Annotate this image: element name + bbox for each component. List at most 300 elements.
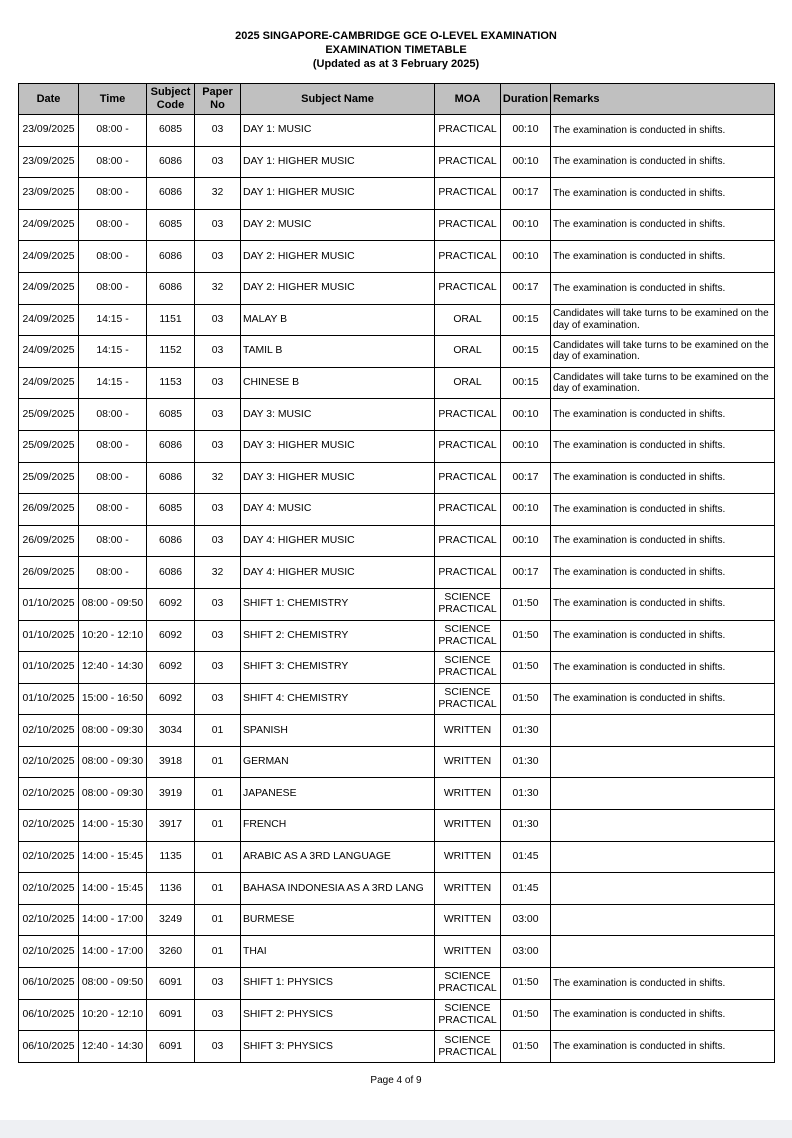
- document-title: 2025 SINGAPORE-CAMBRIDGE GCE O-LEVEL EXAMINATION: [235, 30, 557, 42]
- table-row: [19, 746, 775, 778]
- cell-moa: [435, 557, 501, 589]
- cell-subject-code: 6085: [147, 115, 195, 147]
- cell-subject-code: 3919: [147, 778, 195, 810]
- cell-subject-code: 6086: [147, 272, 195, 304]
- cell-subject-code: 6091: [147, 1031, 195, 1063]
- moa-line: PRACTICAL: [438, 698, 497, 710]
- moa-line: PRACTICAL: [438, 604, 497, 616]
- cell-duration: 03:00: [501, 936, 551, 968]
- table-row: [19, 209, 775, 241]
- cell-duration: 01:30: [501, 810, 551, 842]
- cell-duration: 00:10: [501, 115, 551, 147]
- cell-remarks: The examination is conducted in shifts.: [551, 652, 775, 684]
- table-row: [19, 115, 775, 147]
- cell-paper-no: 03: [195, 241, 241, 273]
- cell-paper-no: 01: [195, 873, 241, 905]
- cell-paper-no: 03: [195, 209, 241, 241]
- moa-line: WRITTEN: [443, 724, 492, 736]
- cell-subject-code: 1135: [147, 841, 195, 873]
- cell-subject-name: CHINESE B: [241, 367, 435, 399]
- cell-subject-name: DAY 1: HIGHER MUSIC: [241, 178, 435, 210]
- cell-paper-no: 32: [195, 557, 241, 589]
- table-row: [19, 841, 775, 873]
- cell-time: 08:00 - 09:50: [79, 588, 147, 620]
- cell-subject-name: THAI: [241, 936, 435, 968]
- cell-date: 24/09/2025: [19, 241, 79, 273]
- cell-date: 01/10/2025: [19, 588, 79, 620]
- cell-date: 01/10/2025: [19, 620, 79, 652]
- cell-remarks: [551, 841, 775, 873]
- cell-duration: 01:50: [501, 999, 551, 1031]
- cell-duration: 00:10: [501, 430, 551, 462]
- cell-moa: [435, 525, 501, 557]
- cell-paper-no: 01: [195, 936, 241, 968]
- cell-date: 25/09/2025: [19, 399, 79, 431]
- cell-date: 25/09/2025: [19, 430, 79, 462]
- col-header-paper-no-line1: Paper: [202, 86, 233, 98]
- col-header-subject-code-line1: Subject: [150, 86, 191, 98]
- moa-line: PRACTICAL: [438, 566, 497, 578]
- cell-date: 26/09/2025: [19, 525, 79, 557]
- cell-remarks: The examination is conducted in shifts.: [551, 146, 775, 178]
- moa-line: ORAL: [453, 345, 482, 357]
- cell-subject-code: 6086: [147, 146, 195, 178]
- cell-duration: 01:45: [501, 873, 551, 905]
- cell-remarks: Candidates will take turns to be examined on the day of examination.: [551, 367, 775, 399]
- cell-date: 24/09/2025: [19, 272, 79, 304]
- moa-line: PRACTICAL: [438, 535, 497, 547]
- col-header-duration: Duration: [501, 84, 551, 115]
- cell-paper-no: 03: [195, 968, 241, 1000]
- moa-line: WRITTEN: [443, 914, 492, 926]
- cell-remarks: The examination is conducted in shifts.: [551, 525, 775, 557]
- cell-duration: 01:30: [501, 715, 551, 747]
- cell-date: 02/10/2025: [19, 778, 79, 810]
- cell-moa: [435, 588, 501, 620]
- cell-remarks: The examination is conducted in shifts.: [551, 272, 775, 304]
- moa-line: WRITTEN: [443, 945, 492, 957]
- cell-moa: [435, 620, 501, 652]
- cell-subject-code: 6085: [147, 494, 195, 526]
- moa-line: SCIENCE: [444, 623, 491, 635]
- cell-moa: [435, 430, 501, 462]
- cell-time: 14:00 - 15:45: [79, 873, 147, 905]
- cell-date: 25/09/2025: [19, 462, 79, 494]
- cell-paper-no: 03: [195, 683, 241, 715]
- cell-subject-name: DAY 3: MUSIC: [241, 399, 435, 431]
- moa-line: PRACTICAL: [438, 635, 497, 647]
- cell-time: 08:00 -: [79, 399, 147, 431]
- cell-remarks: [551, 873, 775, 905]
- moa-line: WRITTEN: [443, 850, 492, 862]
- cell-subject-code: 3917: [147, 810, 195, 842]
- table-row: [19, 778, 775, 810]
- cell-remarks: Candidates will take turns to be examined on the day of examination.: [551, 304, 775, 336]
- table-row: [19, 588, 775, 620]
- cell-remarks: The examination is conducted in shifts.: [551, 430, 775, 462]
- cell-date: 26/09/2025: [19, 494, 79, 526]
- table-row: [19, 399, 775, 431]
- cell-moa: [435, 178, 501, 210]
- moa-line: SCIENCE: [444, 686, 491, 698]
- cell-duration: 00:17: [501, 272, 551, 304]
- cell-time: 14:00 - 17:00: [79, 904, 147, 936]
- table-row: [19, 462, 775, 494]
- moa-line: SCIENCE: [444, 971, 491, 983]
- cell-subject-code: 6086: [147, 241, 195, 273]
- moa-line: PRACTICAL: [438, 503, 497, 515]
- cell-moa: [435, 146, 501, 178]
- col-header-paper-no: [195, 84, 241, 115]
- cell-paper-no: 01: [195, 810, 241, 842]
- table-row: [19, 336, 775, 368]
- cell-time: 12:40 - 14:30: [79, 1031, 147, 1063]
- cell-date: 01/10/2025: [19, 683, 79, 715]
- cell-paper-no: 01: [195, 715, 241, 747]
- cell-moa: [435, 999, 501, 1031]
- moa-line: SCIENCE: [444, 592, 491, 604]
- cell-subject-code: 6092: [147, 683, 195, 715]
- cell-subject-code: 6091: [147, 999, 195, 1031]
- cell-remarks: [551, 936, 775, 968]
- cell-paper-no: 03: [195, 494, 241, 526]
- cell-duration: 01:50: [501, 1031, 551, 1063]
- moa-line: PRACTICAL: [438, 471, 497, 483]
- cell-duration: 03:00: [501, 904, 551, 936]
- cell-subject-code: 3034: [147, 715, 195, 747]
- cell-date: 06/10/2025: [19, 968, 79, 1000]
- cell-moa: [435, 715, 501, 747]
- cell-subject-name: DAY 4: HIGHER MUSIC: [241, 557, 435, 589]
- table-row: [19, 620, 775, 652]
- moa-line: PRACTICAL: [438, 250, 497, 262]
- cell-subject-code: 6091: [147, 968, 195, 1000]
- cell-remarks: The examination is conducted in shifts.: [551, 494, 775, 526]
- cell-time: 08:00 -: [79, 557, 147, 589]
- cell-moa: [435, 936, 501, 968]
- cell-paper-no: 03: [195, 525, 241, 557]
- cell-paper-no: 01: [195, 904, 241, 936]
- table-row: [19, 873, 775, 905]
- cell-paper-no: 03: [195, 588, 241, 620]
- moa-line: PRACTICAL: [438, 1046, 497, 1058]
- cell-paper-no: 03: [195, 430, 241, 462]
- cell-remarks: The examination is conducted in shifts.: [551, 683, 775, 715]
- cell-subject-name: JAPANESE: [241, 778, 435, 810]
- cell-moa: [435, 399, 501, 431]
- cell-remarks: The examination is conducted in shifts.: [551, 620, 775, 652]
- cell-subject-code: 6085: [147, 209, 195, 241]
- cell-paper-no: 32: [195, 272, 241, 304]
- moa-line: PRACTICAL: [438, 282, 497, 294]
- cell-duration: 00:10: [501, 146, 551, 178]
- moa-line: PRACTICAL: [438, 408, 497, 420]
- cell-date: 06/10/2025: [19, 999, 79, 1031]
- moa-line: PRACTICAL: [438, 667, 497, 679]
- cell-moa: [435, 367, 501, 399]
- cell-subject-name: SHIFT 3: PHYSICS: [241, 1031, 435, 1063]
- cell-remarks: Candidates will take turns to be examined on the day of examination.: [551, 336, 775, 368]
- cell-subject-name: SHIFT 2: CHEMISTRY: [241, 620, 435, 652]
- cell-subject-code: 6086: [147, 557, 195, 589]
- timetable-body: [19, 115, 775, 1063]
- cell-moa: [435, 462, 501, 494]
- cell-time: 08:00 - 09:30: [79, 778, 147, 810]
- table-row: [19, 178, 775, 210]
- update-note: (Updated as at 3 February 2025): [312, 58, 480, 70]
- cell-time: 14:15 -: [79, 367, 147, 399]
- moa-line: ORAL: [453, 313, 482, 325]
- cell-remarks: The examination is conducted in shifts.: [551, 999, 775, 1031]
- cell-subject-code: 6092: [147, 620, 195, 652]
- cell-moa: [435, 746, 501, 778]
- cell-time: 14:15 -: [79, 336, 147, 368]
- cell-subject-name: DAY 2: HIGHER MUSIC: [241, 241, 435, 273]
- cell-remarks: [551, 715, 775, 747]
- cell-paper-no: 01: [195, 778, 241, 810]
- cell-moa: [435, 272, 501, 304]
- cell-remarks: The examination is conducted in shifts.: [551, 1031, 775, 1063]
- cell-moa: [435, 841, 501, 873]
- cell-subject-code: 1151: [147, 304, 195, 336]
- cell-time: 08:00 - 09:30: [79, 746, 147, 778]
- cell-remarks: The examination is conducted in shifts.: [551, 588, 775, 620]
- cell-moa: [435, 115, 501, 147]
- col-header-subject-code-line2: Code: [156, 99, 185, 111]
- cell-time: 15:00 - 16:50: [79, 683, 147, 715]
- cell-paper-no: 03: [195, 115, 241, 147]
- cell-date: 23/09/2025: [19, 178, 79, 210]
- cell-subject-code: 6085: [147, 399, 195, 431]
- cell-remarks: [551, 746, 775, 778]
- cell-subject-name: SHIFT 1: PHYSICS: [241, 968, 435, 1000]
- cell-subject-name: SHIFT 1: CHEMISTRY: [241, 588, 435, 620]
- table-row: [19, 968, 775, 1000]
- cell-subject-name: BURMESE: [241, 904, 435, 936]
- cell-time: 14:15 -: [79, 304, 147, 336]
- cell-time: 10:20 - 12:10: [79, 620, 147, 652]
- cell-date: 24/09/2025: [19, 304, 79, 336]
- cell-paper-no: 03: [195, 367, 241, 399]
- cell-time: 14:00 - 17:00: [79, 936, 147, 968]
- cell-paper-no: 03: [195, 652, 241, 684]
- cell-remarks: The examination is conducted in shifts.: [551, 209, 775, 241]
- table-row: [19, 936, 775, 968]
- cell-paper-no: 03: [195, 399, 241, 431]
- cell-paper-no: 32: [195, 178, 241, 210]
- moa-line: PRACTICAL: [438, 983, 497, 995]
- cell-subject-name: DAY 1: HIGHER MUSIC: [241, 146, 435, 178]
- table-row: [19, 304, 775, 336]
- cell-remarks: The examination is conducted in shifts.: [551, 115, 775, 147]
- cell-subject-name: SHIFT 3: CHEMISTRY: [241, 652, 435, 684]
- cell-subject-code: 6086: [147, 178, 195, 210]
- cell-remarks: [551, 778, 775, 810]
- cell-moa: [435, 494, 501, 526]
- cell-time: 10:20 - 12:10: [79, 999, 147, 1031]
- cell-duration: 01:50: [501, 968, 551, 1000]
- table-row: [19, 557, 775, 589]
- moa-line: WRITTEN: [443, 819, 492, 831]
- table-header-row: [19, 84, 775, 115]
- cell-time: 08:00 -: [79, 146, 147, 178]
- cell-date: 24/09/2025: [19, 209, 79, 241]
- cell-remarks: [551, 904, 775, 936]
- cell-time: 12:40 - 14:30: [79, 652, 147, 684]
- cell-moa: [435, 304, 501, 336]
- cell-moa: [435, 1031, 501, 1063]
- cell-remarks: The examination is conducted in shifts.: [551, 178, 775, 210]
- cell-subject-name: DAY 2: HIGHER MUSIC: [241, 272, 435, 304]
- cell-duration: 01:50: [501, 620, 551, 652]
- cell-subject-name: TAMIL B: [241, 336, 435, 368]
- cell-duration: 01:30: [501, 778, 551, 810]
- cell-duration: 00:10: [501, 241, 551, 273]
- cell-date: 24/09/2025: [19, 367, 79, 399]
- cell-time: 08:00 -: [79, 462, 147, 494]
- cell-subject-code: 3260: [147, 936, 195, 968]
- cell-duration: 00:10: [501, 209, 551, 241]
- cell-subject-code: 6092: [147, 588, 195, 620]
- cell-subject-name: BAHASA INDONESIA AS A 3RD LANG: [241, 873, 435, 905]
- table-row: [19, 904, 775, 936]
- cell-subject-code: 6086: [147, 525, 195, 557]
- cell-remarks: The examination is conducted in shifts.: [551, 399, 775, 431]
- table-row: [19, 652, 775, 684]
- cell-date: 02/10/2025: [19, 715, 79, 747]
- cell-time: 14:00 - 15:30: [79, 810, 147, 842]
- cell-subject-name: ARABIC AS A 3RD LANGUAGE: [241, 841, 435, 873]
- cell-duration: 00:17: [501, 178, 551, 210]
- cell-paper-no: 03: [195, 999, 241, 1031]
- moa-line: WRITTEN: [443, 756, 492, 768]
- moa-line: SCIENCE: [444, 1034, 491, 1046]
- cell-date: 06/10/2025: [19, 1031, 79, 1063]
- cell-date: 02/10/2025: [19, 746, 79, 778]
- cell-subject-code: 1152: [147, 336, 195, 368]
- cell-duration: 00:10: [501, 494, 551, 526]
- cell-remarks: The examination is conducted in shifts.: [551, 462, 775, 494]
- cell-remarks: [551, 810, 775, 842]
- cell-subject-code: 1136: [147, 873, 195, 905]
- cell-moa: [435, 241, 501, 273]
- cell-subject-name: DAY 2: MUSIC: [241, 209, 435, 241]
- cell-moa: [435, 652, 501, 684]
- document-subtitle: EXAMINATION TIMETABLE: [325, 44, 467, 56]
- cell-paper-no: 01: [195, 841, 241, 873]
- cell-subject-name: DAY 4: MUSIC: [241, 494, 435, 526]
- col-header-time: Time: [79, 84, 147, 115]
- table-row: [19, 494, 775, 526]
- moa-line: ORAL: [453, 377, 482, 389]
- cell-subject-name: GERMAN: [241, 746, 435, 778]
- cell-time: 08:00 -: [79, 494, 147, 526]
- cell-moa: [435, 336, 501, 368]
- table-row: [19, 272, 775, 304]
- moa-line: SCIENCE: [444, 1002, 491, 1014]
- cell-moa: [435, 778, 501, 810]
- cell-subject-name: SHIFT 4: CHEMISTRY: [241, 683, 435, 715]
- timetable: [18, 83, 775, 1063]
- table-row: [19, 367, 775, 399]
- cell-duration: 00:10: [501, 525, 551, 557]
- cell-date: 26/09/2025: [19, 557, 79, 589]
- table-row: [19, 146, 775, 178]
- cell-time: 08:00 -: [79, 178, 147, 210]
- cell-paper-no: 03: [195, 304, 241, 336]
- col-header-date: Date: [19, 84, 79, 115]
- cell-moa: [435, 209, 501, 241]
- cell-subject-name: DAY 1: MUSIC: [241, 115, 435, 147]
- col-header-subject-name: Subject Name: [241, 84, 435, 115]
- moa-line: PRACTICAL: [438, 155, 497, 167]
- cell-time: 08:00 -: [79, 525, 147, 557]
- table-row: [19, 1031, 775, 1063]
- document-header: [0, 29, 792, 71]
- cell-date: 01/10/2025: [19, 652, 79, 684]
- col-header-remarks: Remarks: [551, 84, 775, 115]
- viewer-bottom-bar: [0, 1120, 792, 1138]
- moa-line: PRACTICAL: [438, 1014, 497, 1026]
- cell-subject-name: SPANISH: [241, 715, 435, 747]
- cell-time: 08:00 - 09:50: [79, 968, 147, 1000]
- cell-paper-no: 32: [195, 462, 241, 494]
- cell-duration: 00:15: [501, 367, 551, 399]
- table-row: [19, 430, 775, 462]
- cell-moa: [435, 968, 501, 1000]
- cell-subject-code: 3249: [147, 904, 195, 936]
- cell-subject-name: DAY 4: HIGHER MUSIC: [241, 525, 435, 557]
- table-row: [19, 525, 775, 557]
- cell-moa: [435, 904, 501, 936]
- moa-line: PRACTICAL: [438, 187, 497, 199]
- moa-line: WRITTEN: [443, 882, 492, 894]
- cell-subject-code: 3918: [147, 746, 195, 778]
- moa-line: PRACTICAL: [438, 124, 497, 136]
- cell-date: 02/10/2025: [19, 904, 79, 936]
- cell-subject-code: 6086: [147, 462, 195, 494]
- cell-paper-no: 01: [195, 746, 241, 778]
- cell-remarks: The examination is conducted in shifts.: [551, 557, 775, 589]
- col-header-moa: MOA: [435, 84, 501, 115]
- cell-subject-code: 6092: [147, 652, 195, 684]
- cell-time: 08:00 -: [79, 241, 147, 273]
- cell-subject-name: SHIFT 2: PHYSICS: [241, 999, 435, 1031]
- cell-moa: [435, 683, 501, 715]
- cell-time: 08:00 -: [79, 430, 147, 462]
- page-number: Page 4 of 9: [370, 1075, 422, 1086]
- moa-line: WRITTEN: [443, 787, 492, 799]
- moa-line: SCIENCE: [444, 655, 491, 667]
- cell-time: 14:00 - 15:45: [79, 841, 147, 873]
- cell-paper-no: 03: [195, 336, 241, 368]
- cell-subject-name: FRENCH: [241, 810, 435, 842]
- cell-subject-code: 6086: [147, 430, 195, 462]
- cell-duration: 01:30: [501, 746, 551, 778]
- cell-date: 24/09/2025: [19, 336, 79, 368]
- cell-date: 23/09/2025: [19, 146, 79, 178]
- cell-subject-name: DAY 3: HIGHER MUSIC: [241, 462, 435, 494]
- cell-date: 23/09/2025: [19, 115, 79, 147]
- cell-duration: 01:50: [501, 683, 551, 715]
- cell-duration: 01:45: [501, 841, 551, 873]
- cell-moa: [435, 810, 501, 842]
- cell-duration: 01:50: [501, 652, 551, 684]
- cell-remarks: The examination is conducted in shifts.: [551, 968, 775, 1000]
- cell-date: 02/10/2025: [19, 873, 79, 905]
- cell-subject-name: DAY 3: HIGHER MUSIC: [241, 430, 435, 462]
- cell-time: 08:00 - 09:30: [79, 715, 147, 747]
